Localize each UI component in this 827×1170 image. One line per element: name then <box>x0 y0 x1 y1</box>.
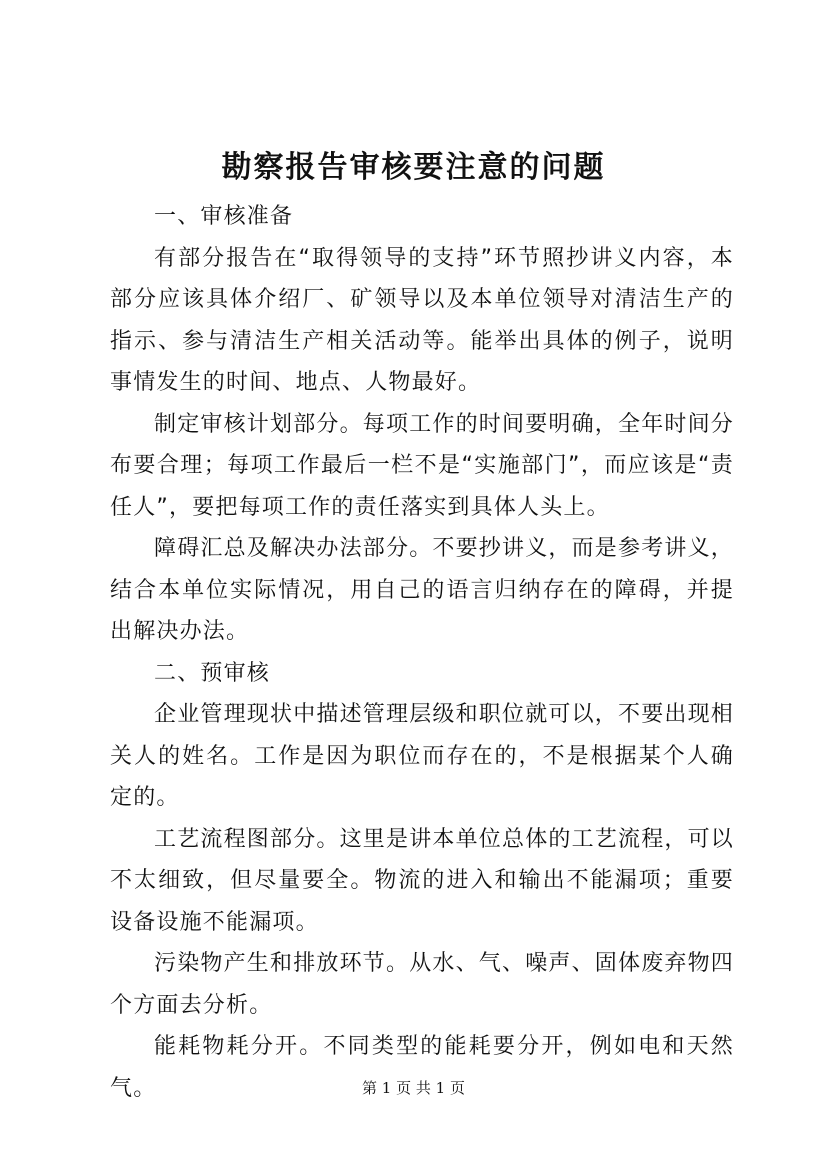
body-paragraph: 制定审核计划部分。每项工作的时间要明确，全年时间分布要合理；每项工作最后一栏不是“实施部门”，而应该是“责任人”，要把每项工作的责任落实到具体人头上。 <box>110 411 735 520</box>
section-heading: 二、预审核 <box>154 660 271 686</box>
page-number-footer: 第 1 页 共 1 页 <box>362 1079 465 1097</box>
body-paragraph: 工艺流程图部分。这里是讲本单位总体的工艺流程，可以不太细致，但尽量要全。物流的进入和输出不能漏项；重要设备设施不能漏项。 <box>110 826 735 935</box>
body-paragraph: 有部分报告在“取得领导的支持”环节照抄讲义内容，本部分应该具体介绍厂、矿领导以及本单位领导对清洁生产的指示、参与清洁生产相关活动等。能举出具体的例子，说明事情发生的时间、地点、人物最好。 <box>110 245 734 395</box>
document-title: 勘察报告审核要注意的问题 <box>221 150 606 185</box>
body-paragraph: 能耗物耗分开。不同类型的能耗要分开，例如电和天然气。 <box>110 1034 734 1101</box>
body-paragraph: 障碍汇总及解决办法部分。不要抄讲义，而是参考讲义，结合本单位实际情况，用自己的语言归纳存在的障碍，并提出解决办法。 <box>110 536 735 644</box>
body-paragraph: 污染物产生和排放环节。从水、气、噪声、固体废弃物四个方面去分析。 <box>110 951 735 1018</box>
section-heading: 一、审核准备 <box>154 204 294 229</box>
body-paragraph: 企业管理现状中描述管理层级和职位就可以，不要出现相关人的姓名。工作是因为职位而存在的，不是根据某个人确定的。 <box>110 702 735 810</box>
document-body <box>110 196 734 1109</box>
